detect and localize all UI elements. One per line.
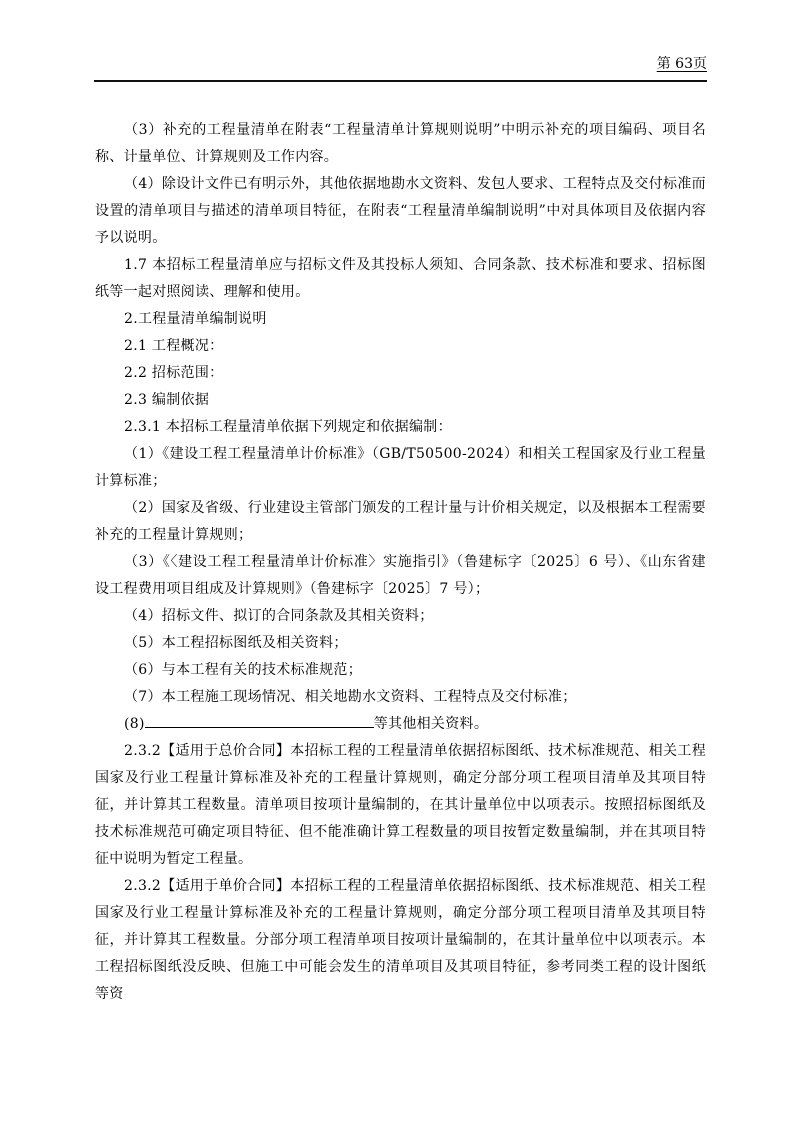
- paragraph: （5）本工程招标图纸及相关资料；: [124, 635, 348, 651]
- paragraph: 2.2 招标范围：: [124, 365, 224, 381]
- document-body: [95, 117, 706, 1008]
- paragraph: （3）补充的工程量清单在附表“工程量清单计算规则说明”中明示补充的项目编码、项目名称、计量单位、计算规则及工作内容。: [95, 122, 706, 165]
- blank-item-suffix: 等其他相关资料。: [373, 716, 489, 732]
- blank-underline: [145, 714, 374, 728]
- paragraph: 2.3.2【适用于总价合同】本招标工程的工程量清单依据招标图纸、技术标准规范、相关工程国家及行业工程量计算标准及补充的工程量计算规则，确定分部分项工程项目清单及其项目特征，并计算其工程数量。清单项目按项计量编制的，在其计量单位中以项表示。按照招标图纸及技术标准规范可确定项目特征、但不能准确计算工程数量的项目按暂定数量编制，并在其项目特征中说明为暂定工程量。: [95, 743, 706, 867]
- fill-in-blank-paragraph: [95, 711, 706, 738]
- blank-item-prefix: (8): [124, 716, 145, 732]
- paragraph: （4）除设计文件已有明示外，其他依据地勘水文资料、发包人要求、工程特点及交付标准而设置的清单项目与描述的清单项目特征，在附表“工程量清单编制说明”中对具体项目及依据内容予以说明。: [95, 176, 706, 246]
- paragraph: （6）与本工程有关的技术标准规范；: [124, 662, 363, 678]
- paragraph: 2.工程量清单编制说明: [124, 311, 267, 327]
- paragraph: 2.3.1 本招标工程量清单依据下列规定和依据编制：: [124, 419, 452, 435]
- paragraph: （3）《〈建设工程工程量清单计价标准〉实施指引》（鲁建标字〔2025〕6 号）、《山东省建设工程费用项目组成及计算规则》（鲁建标字〔2025〕7 号）；: [95, 554, 706, 597]
- page-number: 第 63页: [656, 56, 707, 72]
- paragraph: （4）招标文件、拟订的合同条款及其相关资料；: [124, 608, 434, 624]
- paragraph: 1.7 本招标工程量清单应与招标文件及其投标人须知、合同条款、技术标准和要求、招标图纸等一起对照阅读、理解和使用。: [95, 257, 706, 300]
- paragraph: 2.3 编制依据: [124, 392, 210, 408]
- page-header: [94, 54, 707, 82]
- paragraph: 2.3.2【适用于单价合同】本招标工程的工程量清单依据招标图纸、技术标准规范、相关工程国家及行业工程量计算标准及补充的工程量计算规则，确定分部分项工程项目清单及其项目特征，并计算其工程数量。分部分项工程清单项目按项计量编制的，在其计量单位中以项表示。本工程招标图纸没反映、但施工中可能会发生的清单项目及其项目特征，参考同类工程的设计图纸等资: [95, 878, 706, 1002]
- paragraph: （2）国家及省级、行业建设主管部门颁发的工程计量与计价相关规定，以及根据本工程需要补充的工程量计算规则；: [95, 500, 706, 543]
- paragraph: 2.1 工程概况：: [124, 338, 224, 354]
- paragraph: （7）本工程施工现场情况、相关地勘水文资料、工程特点及交付标准；: [124, 689, 577, 705]
- paragraph: （1）《建设工程工程量清单计价标准》（GB/T50500-2024）和相关工程国家及行业工程量计算标准；: [95, 446, 706, 489]
